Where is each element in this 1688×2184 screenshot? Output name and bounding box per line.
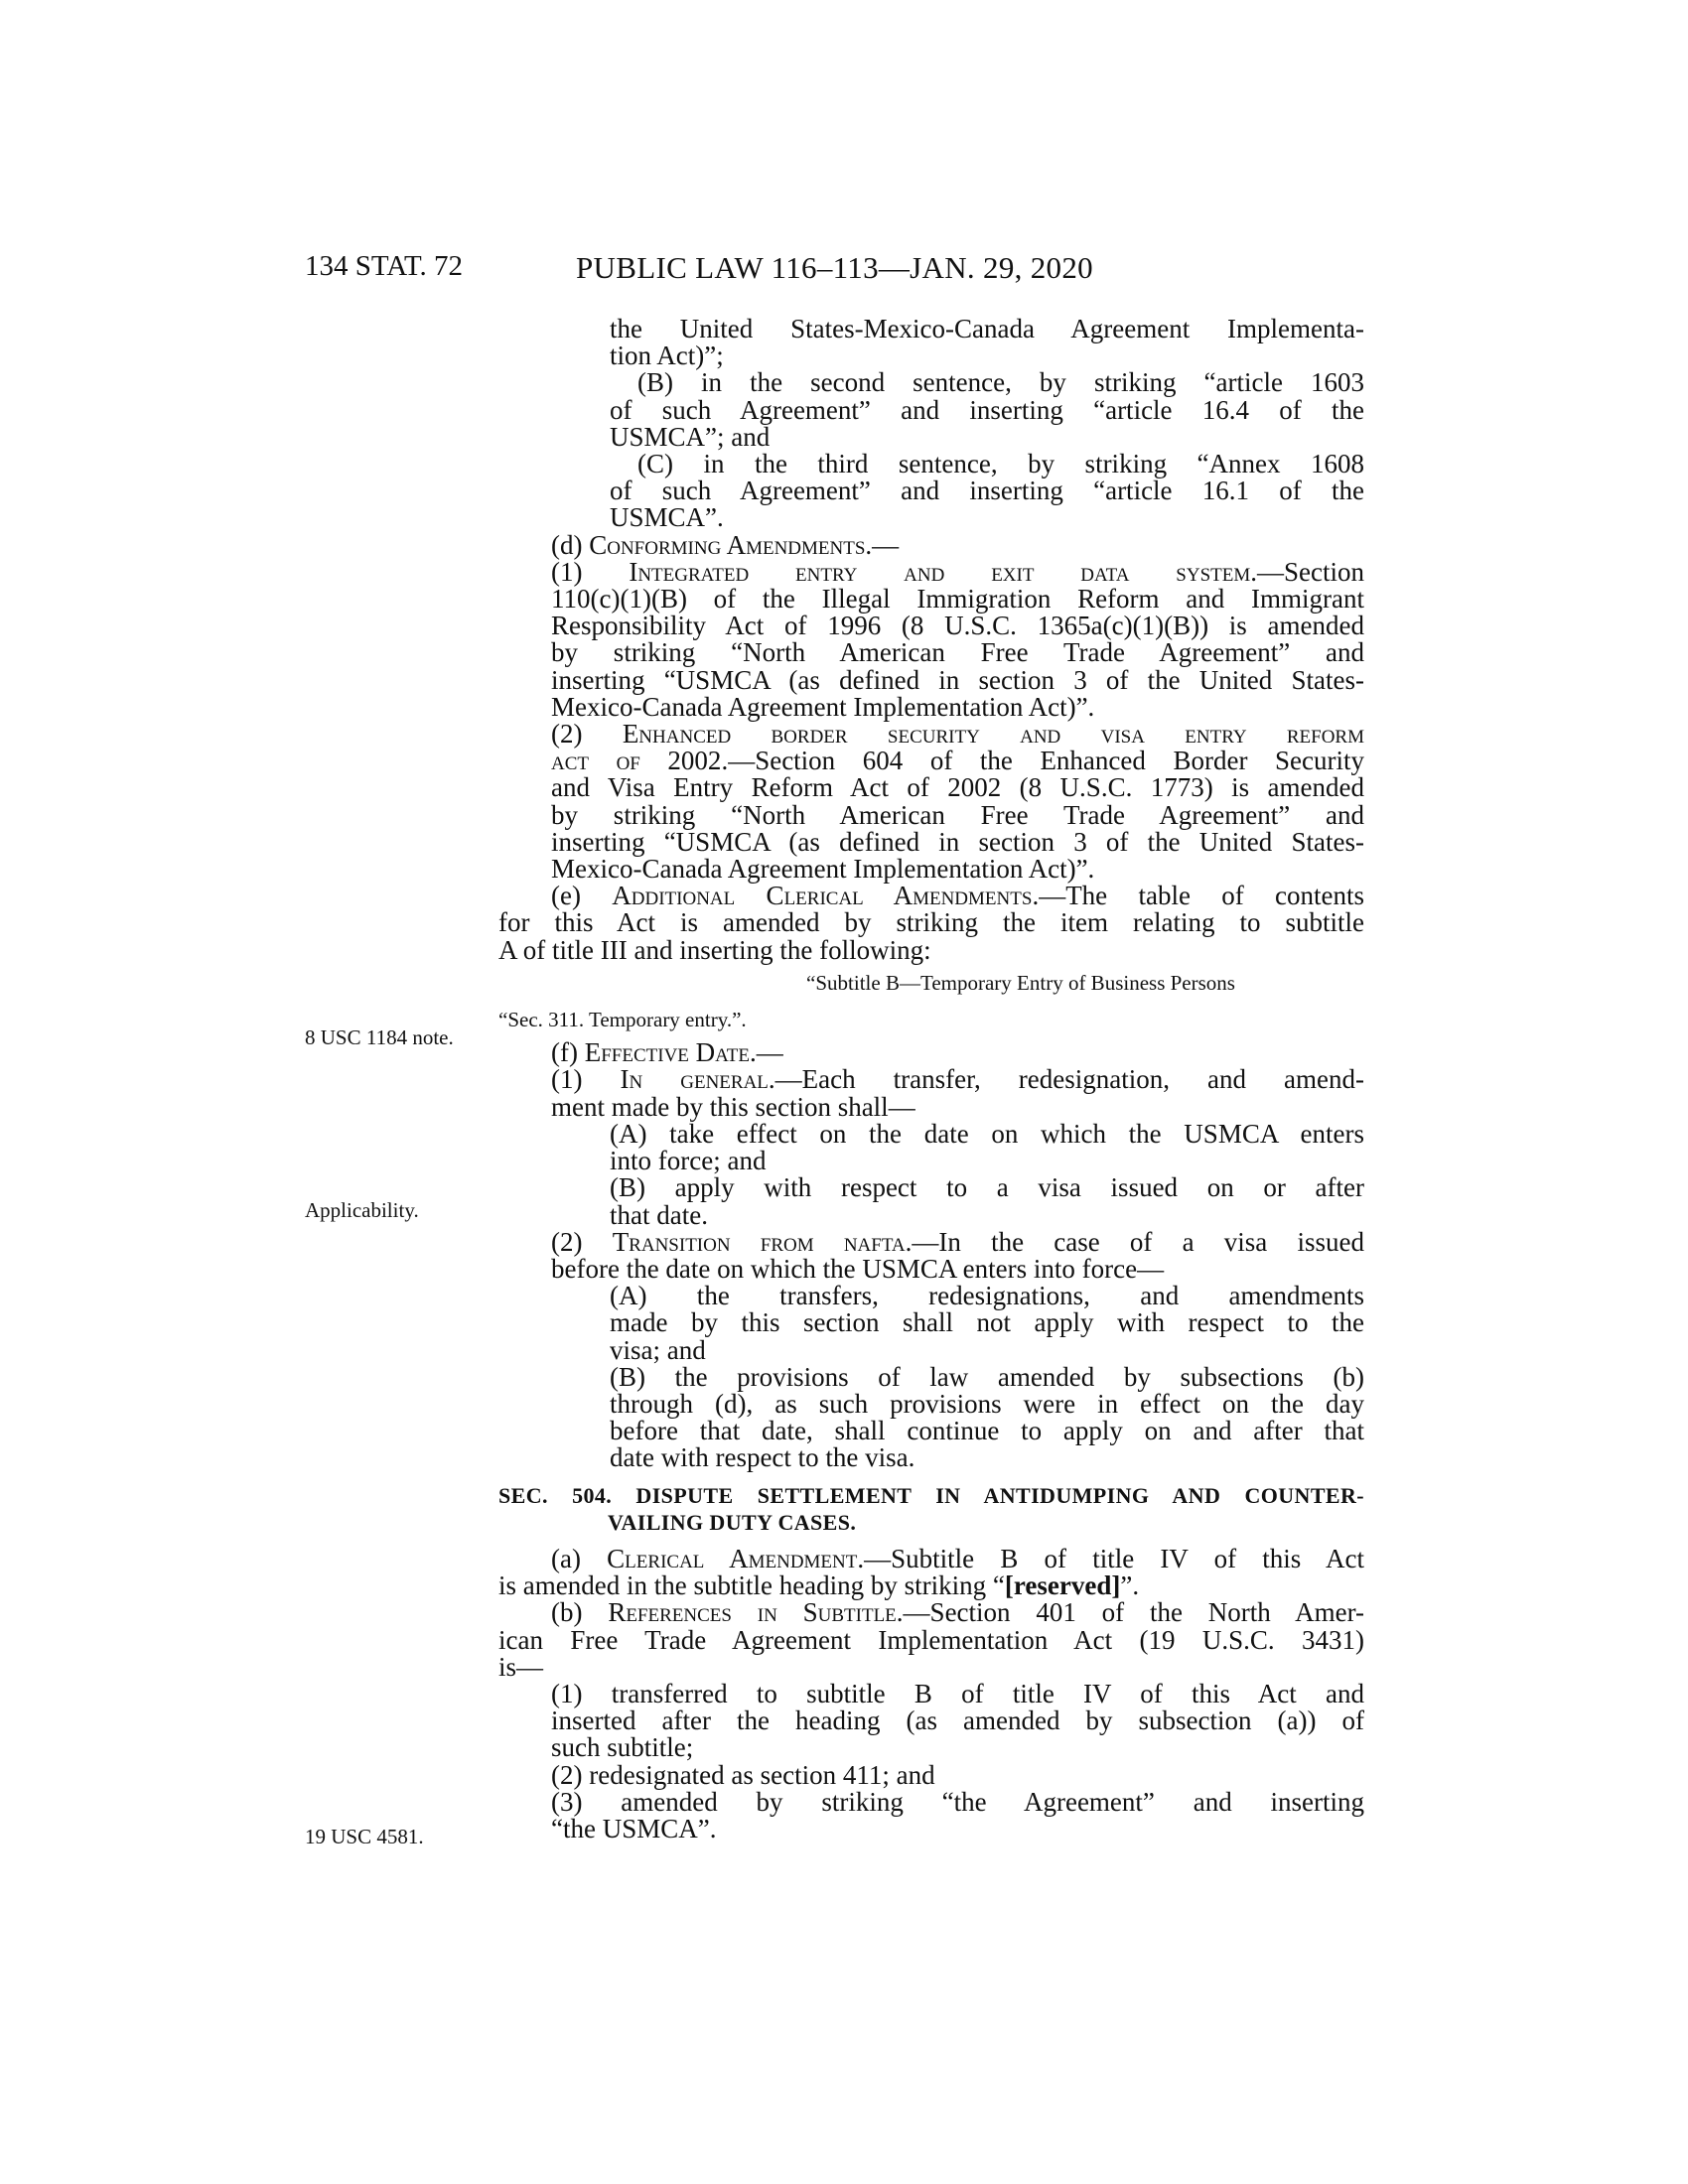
page-header <box>0 250 1688 290</box>
toc-subtitle-heading: “Subtitle B—Temporary Entry of Business Persons <box>806 970 1235 995</box>
section-504-heading-cont: VAILING DUTY CASES. <box>608 1509 857 1535</box>
subsection-f-heading: (f) Effective Date.— <box>551 1037 783 1068</box>
text-line: USMCA”; and <box>610 421 771 452</box>
text-line: made by this section shall not apply with respect to the <box>610 1307 1364 1338</box>
text-line: Mexico-Canada Agreement Implementation Act)”. <box>551 854 1095 885</box>
text-line: ment made by this section shall— <box>551 1091 915 1122</box>
text-line: (A) the transfers, redesignations, and amendments <box>610 1281 1364 1311</box>
paragraph-f1-heading: (1) In general.—Each transfer, redesignation, and amend- <box>551 1064 1365 1095</box>
subsection-d-heading: (d) Conforming Amendments.— <box>551 529 900 560</box>
text-line: 110(c)(1)(B) of the Illegal Immigration Reform and Immigrant <box>551 584 1364 614</box>
text-line: by striking “North American Free Trade Agreement” and <box>551 637 1364 668</box>
text-line: Mexico-Canada Agreement Implementation Act)”. <box>551 691 1095 722</box>
text-line: for this Act is amended by striking the item relating to subtitle <box>498 907 1364 938</box>
text-line: is amended in the subtitle heading by striking “[reserved]”. <box>498 1570 1140 1601</box>
text-line: through (d), as such provisions were in effect on the day <box>610 1388 1364 1419</box>
text-line: (B) the provisions of law amended by subsections (b) <box>610 1361 1364 1392</box>
text-line: visa; and <box>610 1334 706 1365</box>
text-line: of such Agreement” and inserting “article 16.1 of the <box>610 476 1364 506</box>
margin-note-19-usc-4581: 19 USC 4581. <box>305 1825 424 1848</box>
text-line: inserted after the heading (as amended by subsection (a)) of <box>551 1706 1364 1736</box>
text-line: (2) redesignated as section 411; and <box>551 1759 935 1790</box>
text-line: (B) apply with respect to a visa issued on or after <box>610 1172 1364 1203</box>
paragraph-f2-heading: (2) Transition from nafta.—In the case of a visa issued <box>551 1226 1364 1257</box>
text-line: by striking “North American Free Trade Agreement” and <box>551 799 1364 830</box>
text-line: (1) transferred to subtitle B of title IV of this Act and <box>551 1678 1364 1708</box>
text-line: before that date, shall continue to apply on and after that <box>610 1416 1364 1446</box>
text-line: tion Act)”; <box>610 341 724 371</box>
text-line: USMCA”. <box>610 502 724 533</box>
margin-note-applicability: Applicability. <box>305 1198 419 1222</box>
stat-page-number: 134 STAT. 72 <box>305 250 464 282</box>
text-line: inserting “USMCA (as defined in section 3 of the United States- <box>551 664 1364 695</box>
toc-section-item: “Sec. 311. Temporary entry.”. <box>498 1008 747 1032</box>
subsection-e-heading: (e) Additional Clerical Amendments.—The table of contents <box>551 881 1365 911</box>
paragraph-d2-heading-cont: act of 2002.—Section 604 of the Enhanced Border Security <box>551 746 1364 776</box>
text-line: into force; and <box>610 1146 767 1176</box>
text-line: that date. <box>610 1199 708 1230</box>
text-line: of such Agreement” and inserting “article 16.4 of the <box>610 394 1364 425</box>
margin-note-8-usc-1184: 8 USC 1184 note. <box>305 1025 454 1049</box>
text-line: ican Free Trade Agreement Implementation Act (19 U.S.C. 3431) <box>498 1624 1364 1655</box>
text-line: and Visa Entry Reform Act of 2002 (8 U.S.C. 1773) is amended <box>551 772 1364 803</box>
text-line: the United States-Mexico-Canada Agreement Implementa- <box>610 314 1364 343</box>
text-line: is— <box>498 1651 544 1682</box>
text-line: (A) take effect on the date on which the USMCA enters <box>610 1118 1364 1149</box>
text-line: Responsibility Act of 1996 (8 U.S.C. 1365a(c)(1)(B)) is amended <box>551 611 1364 641</box>
text-line: date with respect to the visa. <box>610 1442 915 1473</box>
subsection-b-heading: (b) References in Subtitle.—Section 401 of the North Amer- <box>551 1597 1365 1628</box>
text-line: (C) in the third sentence, by striking “Annex 1608 <box>637 449 1364 479</box>
subsection-a-heading: (a) Clerical Amendment.—Subtitle B of title IV of this Act <box>551 1543 1365 1573</box>
text-line: (B) in the second sentence, by striking “article 1603 <box>637 367 1364 398</box>
section-504-heading: SEC. 504. DISPUTE SETTLEMENT IN ANTIDUMPING AND COUNTER- <box>498 1482 1364 1508</box>
public-law-title: PUBLIC LAW 116–113—JAN. 29, 2020 <box>576 250 1093 285</box>
document-body <box>498 316 1364 1843</box>
paragraph-d2-heading: (2) Enhanced border security and visa entry reform <box>551 719 1364 750</box>
text-line: before the date on which the USMCA enters into force— <box>551 1253 1165 1284</box>
text-line: inserting “USMCA (as defined in section 3 of the United States- <box>551 826 1364 857</box>
text-line: A of title III and inserting the following: <box>498 934 931 965</box>
text-line: “the USMCA”. <box>551 1813 717 1843</box>
paragraph-d1-heading: (1) Integrated entry and exit data system.—Section <box>551 556 1364 587</box>
text-line: such subtitle; <box>551 1732 694 1763</box>
text-line: (3) amended by striking “the Agreement” and inserting <box>551 1786 1364 1817</box>
